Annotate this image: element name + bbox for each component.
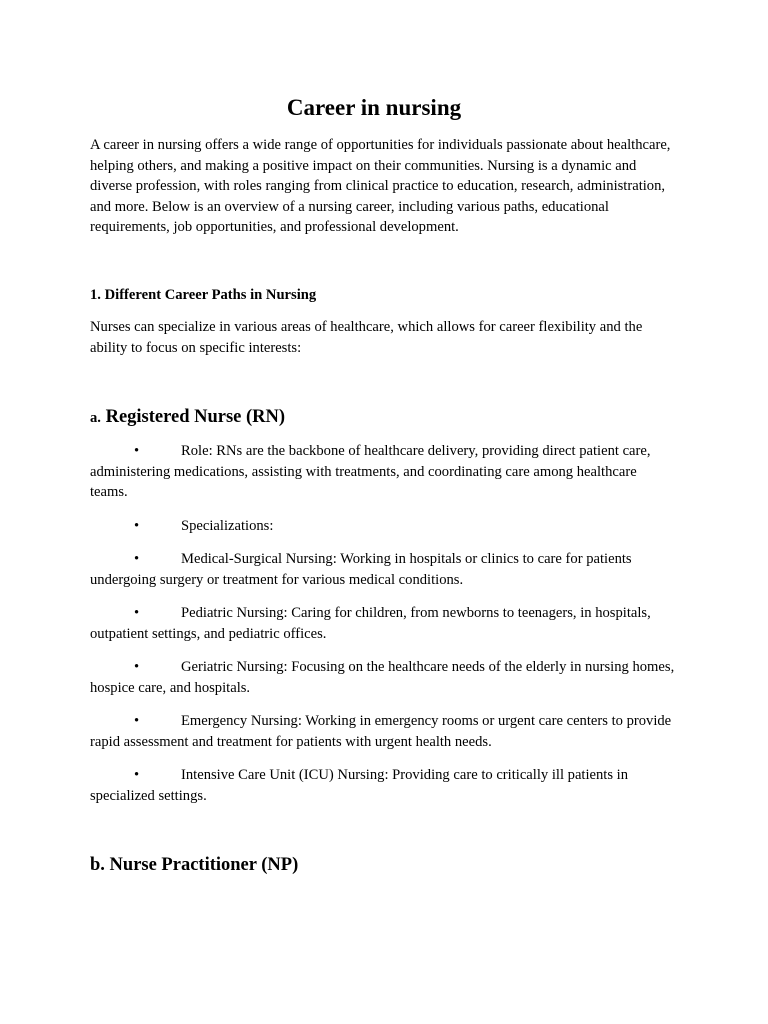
list-item: [90, 765, 675, 806]
bullet-icon: •: [134, 605, 140, 621]
list-item: [90, 603, 675, 644]
section-heading-career-paths: 1. Different Career Paths in Nursing: [90, 287, 317, 303]
list-item-text: Emergency Nursing: Working in emergency rooms or urgent care centers to provide rapid assessment and treatment for patients with urgent health needs.: [90, 713, 672, 750]
bullet-icon: •: [134, 551, 140, 567]
list-item-text: Intensive Care Unit (ICU) Nursing: Providing care to critically ill patients in specialized settings.: [90, 767, 629, 804]
bullet-icon: •: [134, 767, 140, 783]
subheading-rn-title: Registered Nurse (RN): [105, 407, 286, 427]
bullet-icon: •: [134, 518, 140, 534]
list-item: [90, 711, 675, 752]
list-item-text: Specializations:: [181, 518, 274, 534]
subheading-registered-nurse: [90, 405, 285, 430]
bullet-icon: •: [134, 443, 140, 459]
list-item-text: Geriatric Nursing: Focusing on the healthcare needs of the elderly in nursing homes, hospice care, and hospitals.: [90, 659, 675, 696]
bullet-icon: •: [134, 659, 140, 675]
list-item: [90, 549, 675, 590]
bullet-icon: •: [134, 713, 140, 729]
subheading-nurse-practitioner: b. Nurse Practitioner (NP): [90, 855, 299, 875]
list-item-text: Pediatric Nursing: Caring for children, from newborns to teenagers, in hospitals, outpatient settings, and pediatric offices.: [90, 605, 651, 642]
section-paragraph-career-paths: Nurses can specialize in various areas of healthcare, which allows for career flexibility and the ability to focus on specific interests:: [90, 319, 643, 356]
subheading-prefix: a.: [90, 410, 101, 426]
document-title: Career in nursing: [286, 95, 462, 120]
list-item: [90, 441, 675, 503]
list-item: [90, 516, 675, 537]
list-item-text: Medical-Surgical Nursing: Working in hospitals or clinics to care for patients undergoing surgery or treatment for various medical conditions.: [90, 551, 632, 588]
list-item-text: Role: RNs are the backbone of healthcare delivery, providing direct patient care, administering medications, assisting with treatments, and coordinating care among healthcare teams.: [90, 443, 651, 501]
list-item: [90, 657, 675, 698]
intro-paragraph: A career in nursing offers a wide range of opportunities for individuals passionate about healthcare, helping others, and making a positive impact on their communities. Nursing is a dynamic and diverse profession, with roles ranging from clinical practice to education, research, administration, and more. Below is an overview of a nursing career, including various paths, educational requirements, job opportunities, and professional development.: [90, 137, 671, 236]
